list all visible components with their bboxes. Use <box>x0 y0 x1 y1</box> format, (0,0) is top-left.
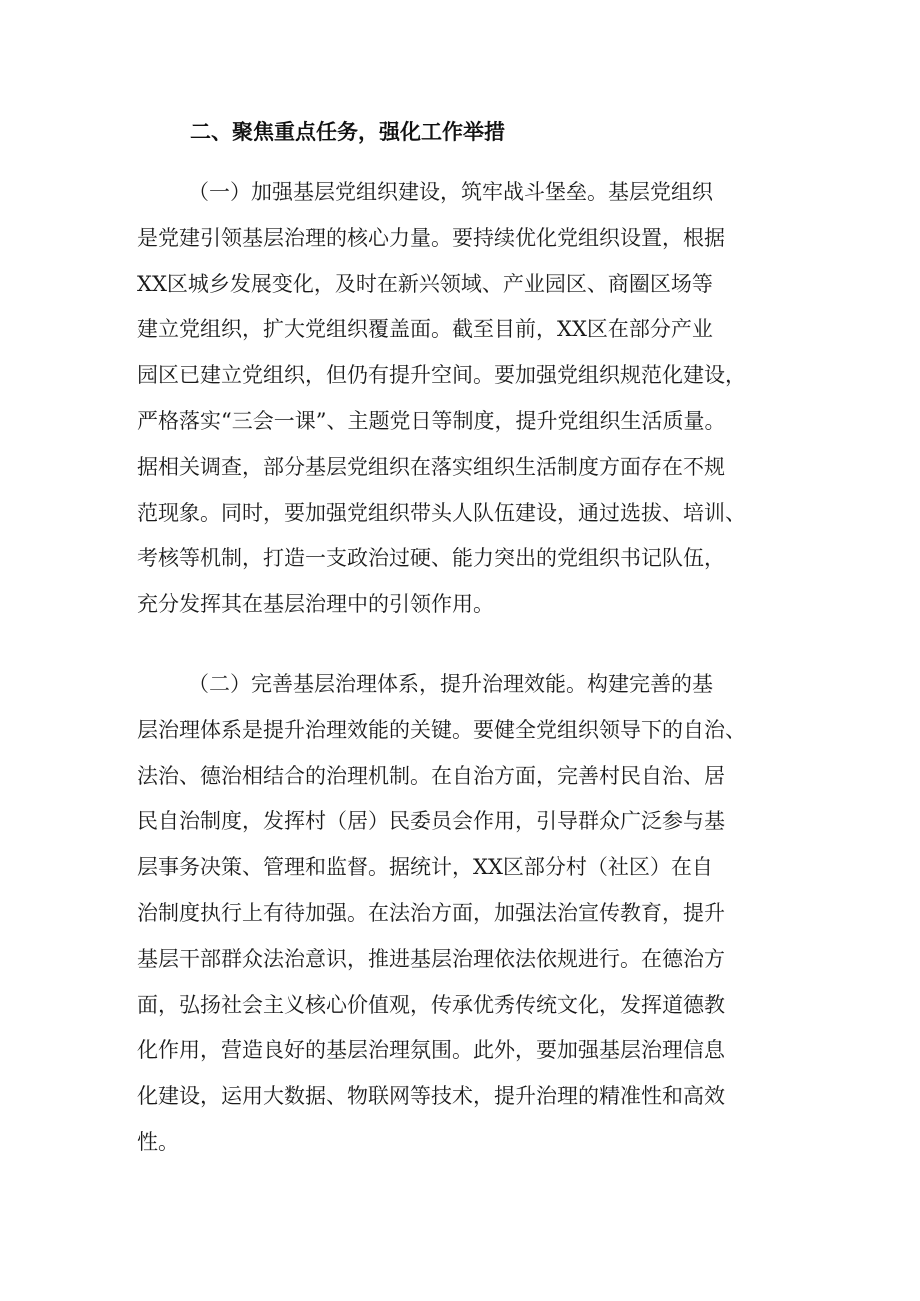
paragraph-line: （一）加强基层党组织建设，筑牢战斗堡垒。基层党组织 <box>188 180 713 204</box>
paragraph-line: 考核等机制，打造一支政治过硬、能力突出的党组织书记队伍， <box>137 546 725 571</box>
paragraph-line: 建立党组织，扩大党组织覆盖面。截至目前，XX区在部分产业 <box>137 317 713 342</box>
paragraph-line: 严格落实“三会一课”、主题党日等制度，提升党组织生活质量。 <box>137 408 726 433</box>
paragraph-governance-system <box>137 662 746 1166</box>
paragraph-line: 民自治制度，发挥村（居）民委员会作用，引导群众广泛参与基 <box>137 809 725 834</box>
paragraph-line: 是党建引领基层治理的核心力量。要持续优化党组织设置，根据 <box>137 225 725 250</box>
paragraph-line: 基层干部群众法治意识，推进基层治理依法依规进行。在德治方 <box>137 946 725 971</box>
paragraph-line: 层事务决策、管理和监督。据统计，XX区部分村（社区）在自 <box>137 855 713 880</box>
paragraph-line: 治制度执行上有待加强。在法治方面，加强法治宣传教育，提升 <box>137 900 725 925</box>
paragraph-line: 化作用，营造良好的基层治理氛围。此外，要加强基层治理信息 <box>137 1038 725 1063</box>
paragraph-line: 园区已建立党组织，但仍有提升空间。要加强党组织规范化建设， <box>137 363 746 388</box>
paragraph-line: 化建设，运用大数据、物联网等技术，提升治理的精准性和高效 <box>137 1084 725 1109</box>
paragraph-line: 层治理体系是提升治理效能的关键。要健全党组织领导下的自治、 <box>137 717 746 742</box>
paragraph-line: XX区城乡发展变化，及时在新兴领域、产业园区、商圈区场等 <box>137 271 713 296</box>
paragraph-line: 范现象。同时，要加强党组织带头人队伍建设，通过选拔、培训、 <box>137 500 746 525</box>
paragraph-line: 性。 <box>137 1129 179 1154</box>
section-heading: 二、聚焦重点任务，强化工作举措 <box>190 120 505 144</box>
paragraph-line: 据相关调查，部分基层党组织在落实组织生活制度方面存在不规 <box>137 454 725 479</box>
paragraph-line: （二）完善基层治理体系，提升治理效能。构建完善的基 <box>188 672 713 696</box>
paragraph-line: 面，弘扬社会主义核心价值观，传承优秀传统文化，发挥道德教 <box>137 992 725 1017</box>
paragraph-line: 法治、德治相结合的治理机制。在自治方面，完善村民自治、居 <box>137 763 725 788</box>
paragraph-party-organization <box>137 170 746 628</box>
paragraph-line: 充分发挥其在基层治理中的引领作用。 <box>137 592 494 617</box>
